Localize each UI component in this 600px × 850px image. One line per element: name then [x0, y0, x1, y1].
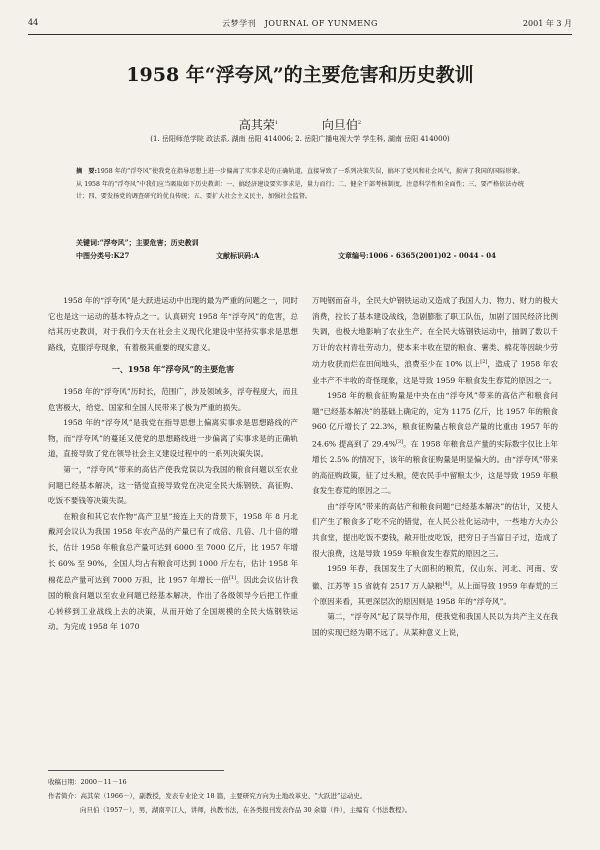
author-name: 高其荣: [238, 118, 275, 132]
section-heading: 一、1958 年“浮夸风”的主要危害: [111, 364, 235, 375]
citation: [2]: [480, 359, 488, 366]
body-paragraph: [48, 509, 298, 635]
paragraph-text: 。在 1958 年粮食总产量的实际数字仅比上年增长 2.5% 的情况下，该年的粮食征购量是明显偏大的。由“浮夸风”带来的高征购政策，征了过头粮，使农民手中留粮太少，这是导致 1959 年粮食发生春荒的原因之二。: [312, 439, 558, 496]
paragraph-text: 1958 年的粮食征购量是中央在由“浮夸风”带来的高估产和粮食问题“已经基本解决”的基础上确定的，定为 1175 亿斤，比 1957 年的粮食 960 亿斤增长了 22.3%，粮食征购量占粮食总产量的比重由 1957 年的 24.6% 提高到了 29.4%: [312, 391, 558, 449]
citation: [3]: [395, 438, 404, 445]
journal-name: 云梦学刊 JOURNAL OF YUNMENG: [222, 19, 378, 28]
paragraph-text: 。从上面导致 1959 年春荒的三个原因来看，其更深层次的原因则是 1958 年的“浮夸风”。: [312, 581, 558, 606]
keywords-text: “浮夸风”；主要危害；历史教训: [99, 238, 199, 247]
abstract: [76, 166, 524, 204]
abstract-text: 1958 年的“浮夸风”使我党在指导思想上进一步偏离了实事求是的正确轨道，直接导致了一系列决策失误，搞坏了党风和社会风气，损害了我国的国际形象。从 1958 年的“浮夸风”中我们应当吸取如下历史教训：一、搞经济建设要实事求是，量力而行；二、健全干部考核制度，注意科学性和全面性；三、要严格依法办统计；四、要发扬党的调查研究的优良传统；五、要扩大社会主义民主，加强社会监督。: [76, 168, 524, 200]
paragraph-text: 万吨钢而奋斗，全民大炉钢铁运动又造成了我国人力、物力、财力的极大消费，拉长了基本建设战线，急剧膨胀了职工队伍，加剧了国民经济比例失调，也极大地影响了农业生产。在全民大炼钢铁运动中，抽调了数以千万计的农村青壮劳动力，使本来丰收在望的粮食、薯类、棉花等因缺少劳动力收获而烂在田间地头，浪费至少在 10% 以上: [312, 296, 558, 369]
clc-number: 中图分类号:K27: [76, 251, 130, 260]
citation: [4]: [442, 580, 450, 587]
received-date: 收稿日期：2000－11－16: [48, 778, 127, 786]
body-paragraph: 1958 年的“浮夸风”历时长，范围广，涉及领域多，浮夸程度大，而且危害极大，给党、国家和全国人民带来了极为严重的损失。: [48, 386, 298, 412]
body-paragraph: 第一，“浮夸风”带来的高估产使我党误以为我国的粮食问题以至农业问题已经基本解决，这一错觉直接导致党在决定全民大炼钢铁、高征购、吃饭不要钱等决策失误。: [48, 464, 298, 506]
intro-paragraph: 1958 年的“浮夸风”是大跃进运动中出现的最为严重的问题之一，同时它也是这一运动的基本特点之一。认真研究 1958 年“浮夸风”的危害，总结其历史教训，对于我们今天在社会主义现代化建设中坚持实事求是思想路线，克服浮夸现象，有着极其重要的现实意义。: [48, 296, 298, 352]
right-column: [312, 293, 558, 641]
author-mark: 2: [357, 120, 362, 126]
abstract-label: 摘 要:: [76, 168, 97, 175]
header-rule: [28, 34, 572, 35]
affiliation: (1. 岳阳师范学院 政法系, 湖南 岳阳 414006; 2. 岳阳广播电视大学 学生科, 湖南 岳阳 414000): [150, 135, 450, 143]
body-paragraph: [312, 388, 558, 499]
keywords: [76, 238, 199, 248]
document-code: 文献标识码:A: [216, 251, 260, 260]
paragraph-text: ，造成了 1958 年农业丰产不丰收的奇怪现象，这是导致 1959 年粮食发生春荒的原因之一。: [312, 359, 558, 385]
page-number: 44: [28, 18, 39, 27]
paragraph-text: 在粮食和其它农作物“高产卫星”接连上天的背景下，1958 年 8 月北戴河会议认为我国 1958 年农产品的产量已有了成倍、几倍、几十倍的增长，估计 1958 年粮食总产量可达到 6000 至 7000 亿斤，比 1957 年增长 60% 至 90%，全国人均占有粮食可达到 1000 斤左右，估计 1958 年棉花总产量可达到 7000 万担，比 1957 年增长一倍: [48, 511, 298, 585]
body-paragraph: 第二，“浮夸风”起了误导作用，使我党和我国人民以为共产主义在我国的实现已经为期不远了。从某种意义上说，: [312, 612, 558, 638]
body-paragraph: [312, 561, 558, 609]
article-id: 文章编号:1006 - 6365(2001)02 - 0044 - 04: [338, 251, 496, 260]
author-line: [0, 116, 600, 133]
author-name: 向旦伯: [321, 118, 358, 132]
citation: [1]: [228, 575, 236, 582]
paragraph-text: 。因此会议估计我国的粮食问题以至农业问题已经基本解决，作出了各级领导今后把工作重心转移到工业战线上去的决策，从而开始了全国规模的全民大炼钢铁运动。为完成 1958 年 1070: [48, 575, 298, 632]
body-paragraph: 由“浮夸风”带来的高估产和粮食问题“已经基本解决”的估计，又使人们产生了粮食多了吃不完的错觉，在人民公社化运动中，一些地方大办公共食堂，提出吃饭不要钱，敞开肚皮吃饭，把穷日子当富日子过，造成了很大浪费，这是导致 1959 年粮食发生春荒的原因之三。: [312, 501, 558, 558]
running-header: [28, 18, 572, 34]
author-bio: 作者简介：高其荣（1966－），副教授，发表专业论文 18 篇，主要研究方向为土地改革史、“大跃进”运动史。: [48, 792, 367, 800]
classification-line: [76, 251, 524, 263]
body-paragraph: 1958 年的“浮夸风”是我党在指导思想上偏离实事求是思想路线的产物，而“浮夸风”的蔓延又使党的思想路线进一步偏离了实事求是的正确轨道，直接导致了党在领导社会主义建设过程中的一系列决策失误。: [48, 418, 298, 459]
issue-date: 2001 年 3 月: [522, 19, 572, 28]
continued-paragraph: [312, 293, 558, 388]
author-bio: 向旦伯（1957－），男，湖南平江人，讲师，执教书法，在各类报刊发表作品 30 余篇（件），主编有《书法教程》。: [80, 806, 412, 814]
left-column: [48, 293, 298, 635]
paragraph-text: 1959 年春，我国发生了大面积的粮荒，仅山东、河北、河南、安徽、江苏等 15 省就有 2517 万人缺粮: [312, 564, 558, 591]
author-mark: 1: [274, 120, 279, 126]
footnote-rule: [48, 770, 224, 771]
article-title: 1958 年“浮夸风”的主要危害和历史教训: [126, 64, 474, 86]
keywords-label: 关键词:: [76, 238, 100, 247]
